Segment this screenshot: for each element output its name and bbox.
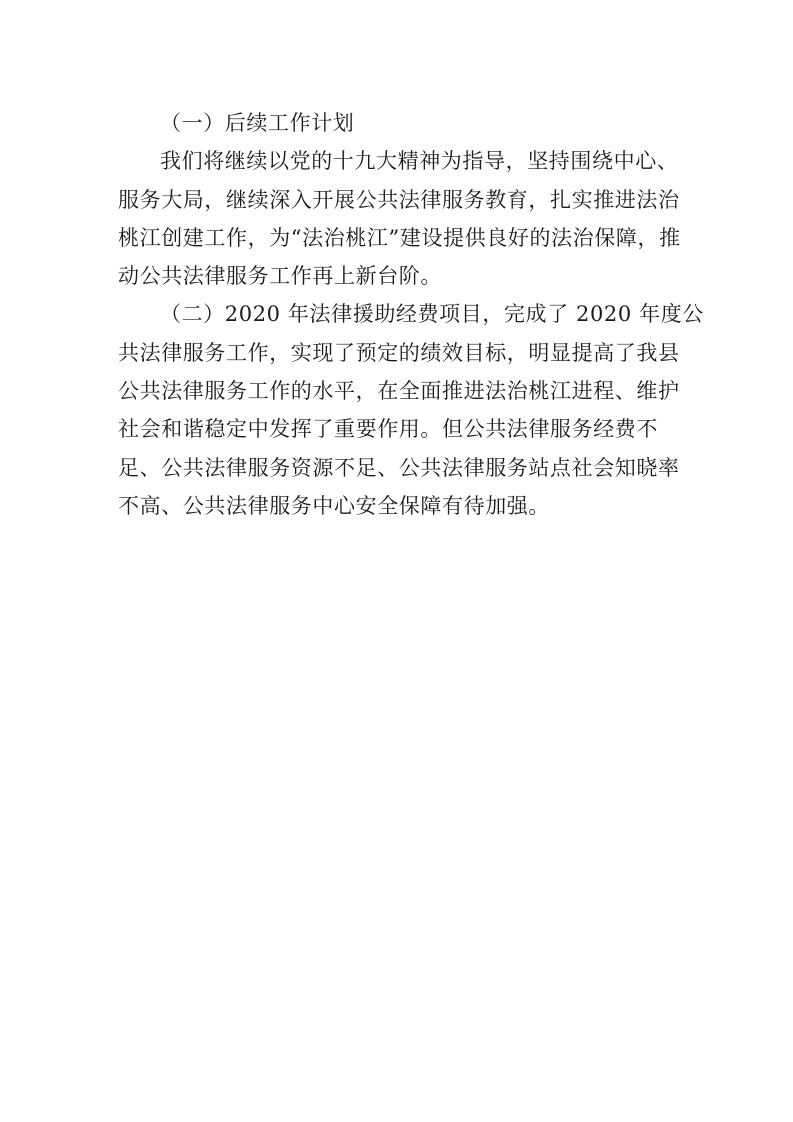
paragraph-line: （二）2020 年法律援助经费项目，完成了 2020 年度公 (160, 302, 704, 327)
paragraph-line: 动公共法律服务工作再上新台阶。 (118, 264, 442, 289)
paragraph-line: 我们将继续以党的十九大精神为指导，坚持围绕中心、 (160, 149, 679, 174)
section-heading-follow-up-plan: （一）后续工作计划 (160, 111, 355, 135)
paragraph-line: 共法律服务工作，实现了预定的绩效目标，明显提高了我县 (118, 340, 680, 365)
paragraph-line: 桃江创建工作，为“法治桃江”建设提供良好的法治保障，推 (118, 225, 681, 250)
paragraph-line: 不高、公共法律服务中心安全保障有待加强。 (118, 493, 550, 518)
paragraph-line: 社会和谐稳定中发挥了重要作用。但公共法律服务经费不 (118, 417, 658, 442)
document-body (118, 104, 704, 525)
paragraph-line: 公共法律服务工作的水平，在全面推进法治桃江进程、维护 (118, 379, 680, 404)
paragraph-line: 服务大局，继续深入开展公共法律服务教育，扎实推进法治 (118, 187, 680, 212)
paragraph-line: 足、公共法律服务资源不足、公共法律服务站点社会知晓率 (118, 455, 680, 480)
